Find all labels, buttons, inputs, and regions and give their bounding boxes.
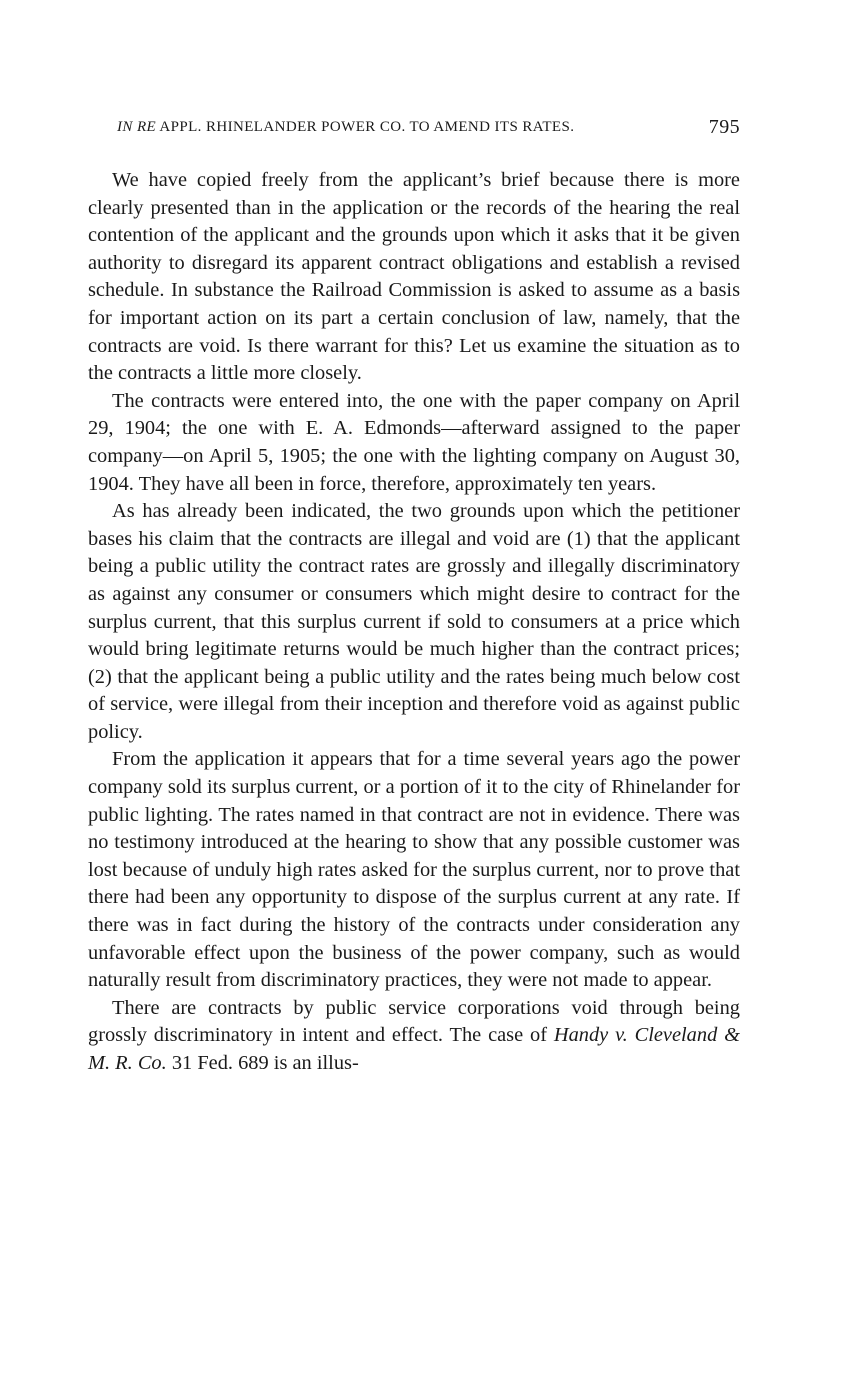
body-text <box>88 167 740 1078</box>
paragraph-5-text-after: 31 Fed. 689 is an illus- <box>166 1052 359 1074</box>
page-number: 795 <box>708 116 740 138</box>
running-head-title-italic: IN RE <box>117 119 157 135</box>
paragraph-5-text-before: There are contracts by public service corporations void through being grossly discriminatory in intent and effect. The case of <box>88 996 740 1047</box>
running-head-title-text: APPL. RHINELANDER POWER CO. TO AMEND ITS RATES. <box>156 119 575 135</box>
case-citation-name: Handy v. Cleveland & M. R. Co. <box>88 1024 740 1074</box>
paragraph-5 <box>88 995 740 1078</box>
paragraph-3: As has already been indicated, the two grounds upon which the petitioner bases his claim that the contracts are illegal and void are (1) that the applicant being a public utility the contract rates are grossly and illegally discriminatory as against any consumer or consumers which might desire to contract for the surplus current, that this surplus current if sold to consumers at a price which would bring legitimate returns would be much higher than the contract prices; (2) that the applicant being a public utility and the rates being much below cost of service, were illegal from their inception and therefore void as against public policy. <box>88 500 740 743</box>
running-head-title <box>117 119 574 136</box>
running-head <box>117 116 740 142</box>
paragraph-1: We have copied freely from the applicant’s brief because there is more clearly presented than in the application or the records of the hearing the real contention of the applicant and the grounds upon which it asks that it be given authority to disregard its apparent contract obligations and establish a revised schedule. In substance the Railroad Commission is asked to assume as a basis for important action on its part a certain conclusion of law, namely, that the contracts are void. Is there warrant for this? Let us examine the situation as to the contracts a little more closely. <box>88 169 740 385</box>
paragraph-4: From the application it appears that for a time several years ago the power company sold its surplus current, or a portion of it to the city of Rhinelander for public lighting. The rates named in that contract are not in evidence. There was no testimony introduced at the hearing to show that any possible customer was lost because of unduly high rates asked for the surplus current, nor to prove that there had been any opportunity to dispose of the surplus current at any rate. If there was in fact during the history of the contracts under consideration any unfavorable effect upon the business of the power company, such as would naturally result from discriminatory practices, they were not made to appear. <box>88 748 740 992</box>
paragraph-2: The contracts were entered into, the one with the paper company on April 29, 1904; the one with E. A. Edmonds—afterward assigned to the paper company—on April 5, 1905; the one with the lighting company on August 30, 1904. They have all been in force, therefore, approximately ten years. <box>88 389 740 495</box>
